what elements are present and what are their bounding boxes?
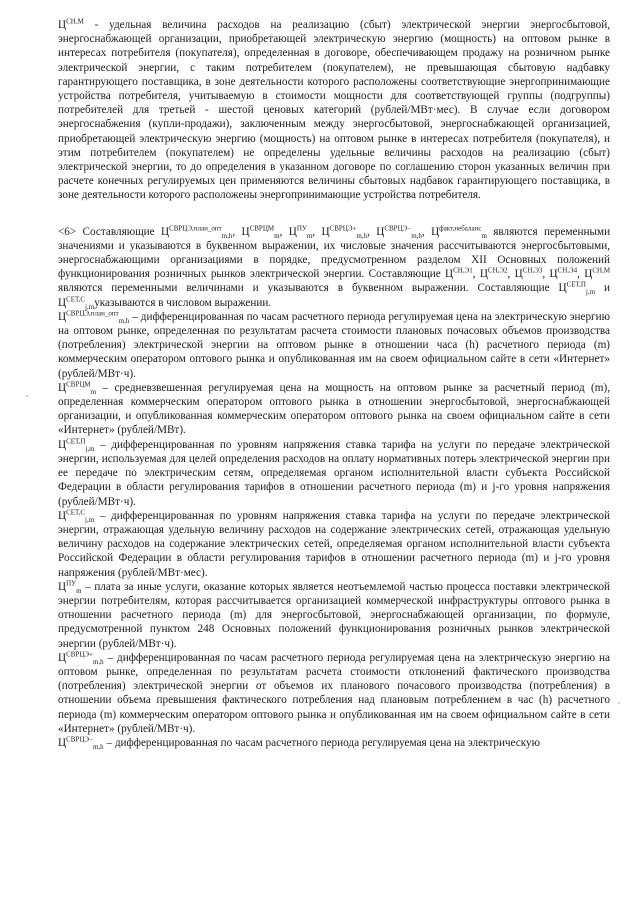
definition-svrce-plan: $Ц^{СВРЦЭ,план\_опт}_{m,h}$ – дифференцированная по часам расчетного периода регулируемая цена на электрическую энергию на оптовом рынке, определенная по результатам расчета стоимости плановых почасовых объемов производства (потребления) электрической энергии на оптовом рынке в отношении часа (h) расчетного периода (m) коммерческим оператором оптового рынка и опубликованная им на своем официальном сайте в сети «Интернет» (рублей/МВт·ч). xyxy=(58,309,610,380)
definition-svrcm: $Ц^{СВРЦМ}_m$ – средневзвешенная регулируемая цена на мощность на оптовом рынке за расчетный период (m), определенная коммерческим оператором оптового рынка в отношении энергосбытовой, энергоснабжающей организации, и опубликованная коммерческим оператором оптового рынка на своем официальном сайте в сети «Интернет» (рублей/МВт). xyxy=(58,380,610,437)
symbol-c-sn-e2: $Ц^{СН,Э2}$ xyxy=(479,266,508,281)
definition-set-p: $Ц^{СЕТ,П}_{j,m}$ – дифференцированная по уровням напряжения ставка тарифа на услуги по передаче электрической энергии, используемая для целей определения расходов на оплату нормативных потерь электрической энергии при ее передаче по электрическим сетям, определяемая органом исполнительной власти субъекта Российской Федерации в области регулирования тарифов в отношении расчетного периода (m) и j-го уровня напряжения (рублей/МВт·ч). xyxy=(58,436,610,508)
def-symbol: $Ц^{СЕТ,С}_{j,m}$ xyxy=(58,507,95,524)
scan-speck xyxy=(618,702,620,704)
def-symbol: $Ц^{ПУ}_m$ xyxy=(58,578,82,595)
scan-speck xyxy=(26,395,28,397)
def-symbol: $Ц^{СВРЦМ}_m$ xyxy=(58,380,97,397)
symbol-c-fakt-nebalans: $Ц^{факт,небаланс}_m$ xyxy=(431,223,487,240)
definition-pu: $Ц^{ПУ}_m$ – плата за иные услуги, оказание которых является неотъемлемой частью процесса поставки электрической энергии потребителям, которая рассчитывается организацией коммерческой инфраструктуры оптового рынка в отношении расчетного периода (m) для энергосбытовой, энергоснабжающей организации, по формуле, предусмотренной пунктом 248 Основных положений функционирования розничных рынков электрической энергии (рублей/МВт·ч). xyxy=(58,578,610,650)
def-symbol: $Ц^{СВРЦЭ+}_{m,h}$ xyxy=(58,650,104,666)
symbol-c-set-s: $Ц^{СЕТ,С}_{j,m}$ xyxy=(58,294,95,311)
symbol-c-pu: $Ц^{ПУ}_m$ xyxy=(288,223,313,240)
def-symbol: $Ц^{СВРЦЭ-}_{m,h}$ xyxy=(58,735,104,752)
document-page xyxy=(58,18,610,750)
symbol-c-sn-m2: $Ц^{СН,М}$ xyxy=(584,266,611,281)
note-6-paragraph: <6> Составляющие $Ц^{СВРЦЭ,план\_опт}_{m,h}$, $Ц^{СВРЦМ}_m$, $Ц^{ПУ}_m$, $Ц^{СВРЦЭ+}_{m,h}$, $Ц^{СВРЦЭ-}_{m,h}$, $Ц^{факт,небаланс}_m$ являются переменными значениями и указываются в буквенном выражении, их числовые значения рассчитываются энергосбытовыми, энергоснабжающими организациями в порядке, предусмотренном разделом XII Основных положений функционирования розничных рынков электрической энергии. Составляющие $Ц^{СН,Э1}$, $Ц^{СН,Э2}$, $Ц^{СН,Э3}$, $Ц^{СН,Э4}$, $Ц^{СН,М}$ являются переменными величинами и указываются в буквенном выражении. Составляющие $Ц^{СЕТ,П}_{j,m}$ и $Ц^{СЕТ,С}_{j,m}указываются$ в числовом выражении. xyxy=(58,223,611,311)
symbol-c-svrce-minus: $Ц^{СВРЦЭ-}_{m,h}$ xyxy=(376,223,422,240)
paragraph-sn-m: $Ц^{СН,М}$ - удельная величина расходов на реализацию (сбыт) электрической энергии энергосбытовой, энергоснабжающей организации, приобретающей электрическую энергию (мощность) на оптовом рынке в интересах потребителя (покупателя), определенная в договоре, обеспечивающем продажу на розничном рынке электрической энергии, с таким потребителем (покупателем), не превышающая сбытовую надбавку гарантирующего поставщика, в зоне деятельности которого расположены соответствующие энергопринимающие устройства потребителя, учитываемую в стоимости мощности для соответствующей группы (подгруппы) потребителей для третьей - шестой ценовых категорий (рублей/МВт·мес). В случае если договором энергоснабжения (купли-продажи), заключенным между энергосбытовой, энергоснабжающей организацией, приобретающей электрическую энергию (мощность) на оптовом рынке в интересах потребителя (покупателя), и этим потребителем (покупателем) не определены удельные величины расходов на реализацию (сбыт) электрической энергии, то до определения в указанном договоре по соглашению сторон указанных величин при расчете конечных регулируемых цен применяются величины сбытовых надбавок гарантирующего поставщика, в зоне деятельности которого расположены энергопринимающие устройства потребителя. xyxy=(58,17,610,202)
symbol-c-svrce-plan: $Ц^{СВРЦЭ,план\_опт}_{m,h}$ xyxy=(160,223,233,240)
symbol-c-sn-m: $Ц^{СН,М}$ xyxy=(58,17,84,31)
symbol-c-sn-e3: $Ц^{СН,Э3}$ xyxy=(514,266,543,281)
def-symbol: $Ц^{СВРЦЭ,план\_опт}_{m,h}$ xyxy=(58,309,130,326)
definition-svrce-minus: $Ц^{СВРЦЭ-}_{m,h}$ – дифференцированная по часам расчетного периода регулируемая цена на электрическую xyxy=(58,735,540,752)
definition-svrce-plus: $Ц^{СВРЦЭ+}_{m,h}$ – дифференцированная по часам расчетного периода регулируемая цена на электрическую энергию на оптовом рынке, определенная по результатам расчета стоимости отклонений фактического производства (потребления) электрической энергии от объемов их планового почасового производства (потребления) в отношении объема превышения фактического потребления над плановым потреблением в час (h) расчетного периода (m) коммерческим оператором оптового рынка и опубликованная им на своем официальном сайте в сети «Интернет» (рублей/МВт·ч). xyxy=(58,650,610,735)
symbol-c-sn-e1: $Ц^{СН,Э1}$ xyxy=(445,266,473,281)
def-symbol: $Ц^{СЕТ,П}_{j,m}$ xyxy=(58,436,95,453)
symbol-c-set-p: $Ц^{СЕТ,П}_{j,m}$ xyxy=(558,280,596,297)
symbol-c-svrce-plus: $Ц^{СВРЦЭ+}_{m,h}$ xyxy=(321,223,368,240)
definition-set-s: $Ц^{СЕТ,С}_{j,m}$ – дифференцированная по уровням напряжения ставка тарифа на услуги по передаче электрической энергии, отражающая удельную величину расходов на содержание электрических сетей, отражающая удельную величину расходов на содержание электрических сетей, определяемая органом исполнительной власти субъекта Российской Федерации в области регулирования тарифов в отношении расчетного периода (m) и j-го уровня напряжения (рублей/МВт·мес). xyxy=(58,507,610,579)
symbol-c-sn-e4: $Ц^{СН,Э4}$ xyxy=(549,266,578,281)
symbol-c-svrcm: $Ц^{СВРЦМ}_m$ xyxy=(241,223,280,240)
